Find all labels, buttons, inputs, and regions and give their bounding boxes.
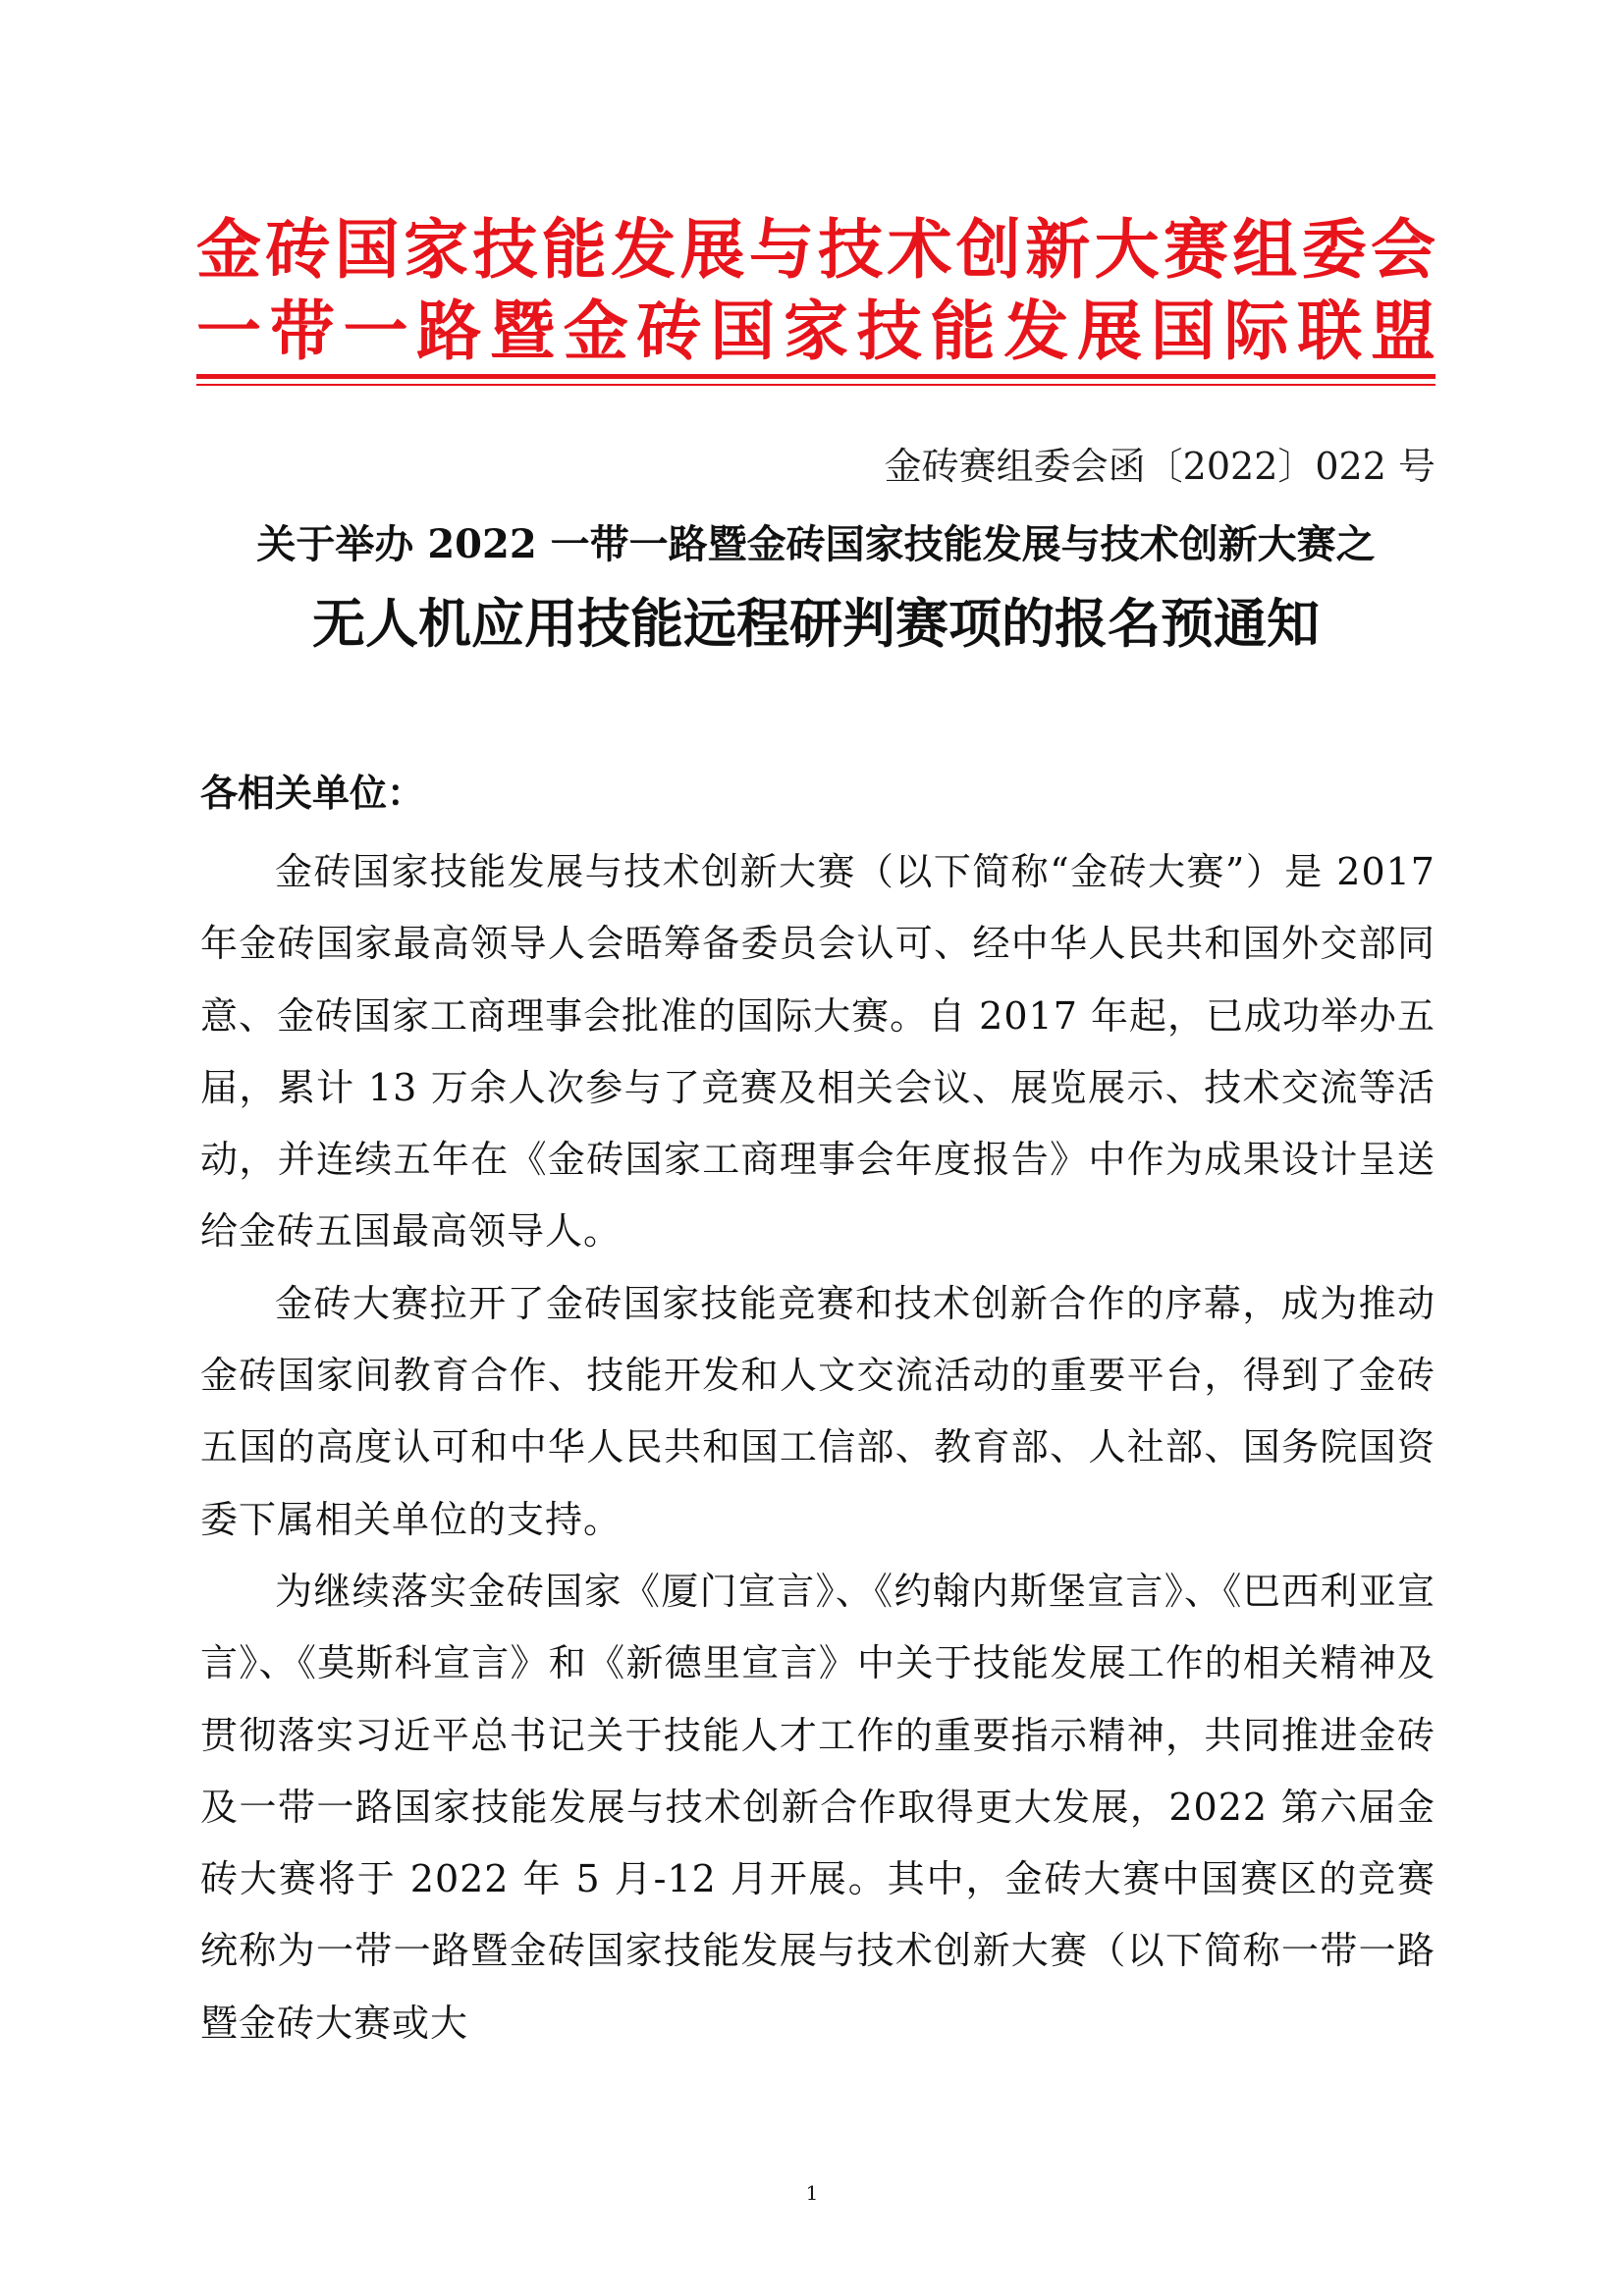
body-paragraph-2: 金砖大赛拉开了金砖国家技能竞赛和技术创新合作的序幕，成为推动金砖国家间教育合作、技能开发和人文交流活动的重要平台，得到了金砖五国的高度认可和中华人民共和国工信部、教育部、人社部、国务院国资委下属相关单位的支持。 <box>200 1281 1435 1541</box>
organizer-line-2: 一带一路暨金砖国家技能发展国际联盟 <box>196 294 1435 369</box>
organizer-line-1: 金砖国家技能发展与技术创新大赛组委会 <box>196 212 1435 288</box>
body-paragraph-3: 为继续落实金砖国家《厦门宣言》、《约翰内斯堡宣言》、《巴西利亚宣言》、《莫斯科宣言》和《新德里宣言》中关于技能发展工作的相关精神及贯彻落实习近平总书记关于技能人才工作的重要指示精神，共同推进金砖及一带一路国家技能发展与技术创新合作取得更大发展，2022 第六届金砖大赛将于 2022 年 5 月-12 月开展。其中，金砖大赛中国赛区的竞赛统称为一带一路暨金砖国家技能发展与技术创新大赛（以下简称一带一路暨金砖大赛或大 <box>200 1569 1435 2045</box>
header-divider-thick <box>196 374 1435 379</box>
page-number: 1 <box>805 2181 819 2205</box>
body-paragraph-1: 金砖国家技能发展与技术创新大赛（以下简称“金砖大赛”）是 2017 年金砖国家最高领导人会晤筹备委员会认可、经中华人民共和国外交部同意、金砖国家工商理事会批准的国际大赛。自 2017 年起，已成功举办五届，累计 13 万余人次参与了竞赛及相关会议、展览展示、技术交流等活动，并连续五年在《金砖国家工商理事会年度报告》中作为成果设计呈送给金砖五国最高领导人。 <box>200 850 1435 1254</box>
salutation: 各相关单位： <box>200 771 425 815</box>
header-divider-thin <box>196 384 1435 386</box>
document-title-line-2: 无人机应用技能远程研判赛项的报名预通知 <box>312 592 1320 655</box>
document-number: 金砖赛组委会函〔2022〕022 号 <box>884 445 1435 488</box>
body-text <box>200 836 1435 2059</box>
document-title-line-1: 关于举办 2022 一带一路暨金砖国家技能发展与技术创新大赛之 <box>256 521 1376 567</box>
